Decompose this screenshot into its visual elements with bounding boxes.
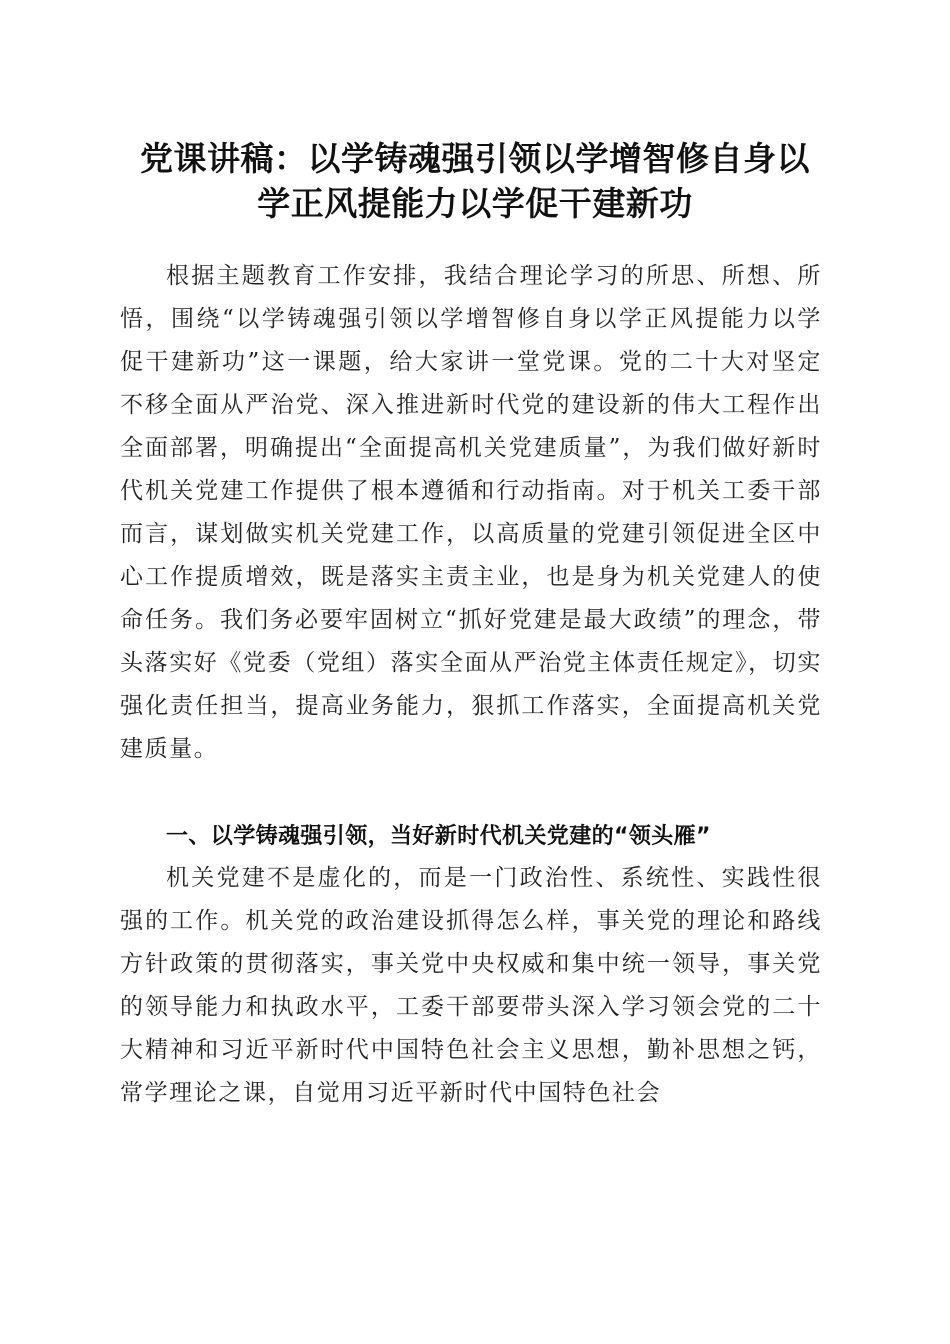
section-1-paragraph: 机关党建不是虚化的，而是一门政治性、系统性、实践性很强的工作。机关党的政治建设抓得怎么样，事关党的理论和路线方针政策的贯彻落实，事关党中央权威和集中统一领导，事关党的领导能力和执政水平，工委干部要带头深入学习领会党的二十大精神和习近平新时代中国特色社会主义思想，勤补思想之钙，常学理论之课，自觉用习近平新时代中国特色社会 [120,865,822,1106]
section-1-heading: 一、以学铸魂强引领，当好新时代机关党建的“领头雁” [166,824,711,849]
title-line-1: 党课讲稿：以学铸魂强引领以学增智修自身以 [140,139,810,178]
title-line-2: 学正风提能力以学促干建新功 [257,184,693,223]
document-title [118,136,832,226]
intro-section [120,255,822,771]
section-1-body [120,857,822,1115]
intro-paragraph: 根据主题教育工作安排，我结合理论学习的所思、所想、所悟，围绕“以学铸魂强引领以学增智修自身以学正风提能力以学促干建新功”这一课题，给大家讲一堂党课。党的二十大对坚定不移全面从严治党、深入推进新时代党的建设新的伟大工程作出全面部署，明确提出“全面提高机关党建质量”，为我们做好新时代机关党建工作提供了根本遵循和行动指南。对于机关工委干部而言，谋划做实机关党建工作，以高质量的党建引领促进全区中心工作提质增效，既是落实主责主业，也是身为机关党建人的使命任务。我们务必要牢固树立“抓好党建是最大政绩”的理念，带头落实好《党委（党组）落实全面从严治党主体责任规定》，切实强化责任担当，提高业务能力，狠抓工作落实，全面提高机关党建质量。 [120,263,822,762]
